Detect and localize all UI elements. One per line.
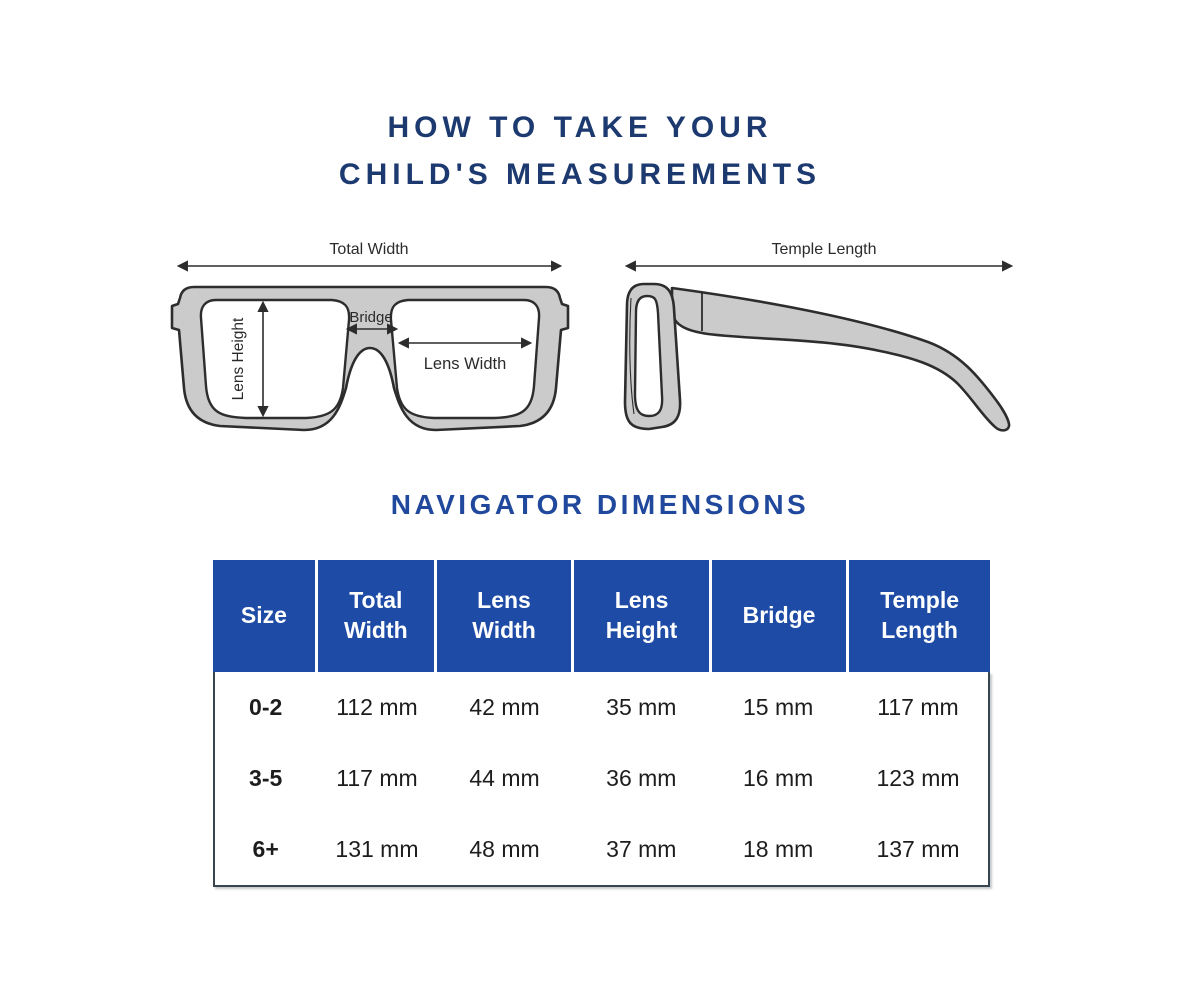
page-title: [0, 104, 1160, 198]
cell-lens-height: 35 mm: [606, 694, 677, 720]
table-row: [215, 672, 988, 743]
cell-lens-width: 44 mm: [469, 765, 540, 791]
cell-size: 6+: [252, 836, 279, 862]
cell-lens-width: 42 mm: [469, 694, 540, 720]
cell-size: 3-5: [249, 765, 283, 791]
side-glasses-diagram: [610, 238, 1030, 438]
header-cell-temple-length: Temple Length: [849, 560, 990, 672]
cell-temple-length: 137 mm: [876, 836, 960, 862]
cell-temple-length: 123 mm: [876, 765, 960, 791]
header-cell-lens-height: Lens Height: [574, 560, 712, 672]
page-title-line2: CHILD'S MEASUREMENTS: [338, 158, 822, 191]
bridge-label: Bridge: [349, 309, 393, 326]
cell-temple-length: 117 mm: [877, 694, 959, 720]
cell-total-width: 131 mm: [335, 836, 419, 862]
table-header-row: [213, 560, 990, 672]
left-lens: [201, 300, 349, 418]
cell-total-width: 112 mm: [336, 694, 418, 720]
page-title-line1: HOW TO TAKE YOUR: [387, 111, 773, 144]
cell-size: 0-2: [249, 694, 283, 720]
lens-width-label: Lens Width: [423, 355, 507, 373]
cell-total-width: 117 mm: [336, 765, 418, 791]
front-glasses-diagram: [170, 238, 570, 438]
table-row: [215, 814, 988, 885]
temple-arm: [672, 288, 1009, 430]
temple-length-label: Temple Length: [771, 241, 877, 258]
side-lens: [635, 296, 662, 416]
cell-lens-height: 36 mm: [606, 765, 677, 791]
header-cell-total-width: Total Width: [318, 560, 437, 672]
total-width-label: Total Width: [329, 241, 409, 258]
header-cell-lens-width: Lens Width: [437, 560, 575, 672]
dimensions-table: [213, 560, 990, 887]
cell-bridge: 16 mm: [742, 765, 814, 791]
header-cell-size: Size: [213, 560, 318, 672]
cell-bridge: 18 mm: [742, 836, 814, 862]
cell-bridge: 15 mm: [742, 694, 814, 720]
cell-lens-height: 37 mm: [606, 836, 677, 862]
lens-height-label: Lens Height: [230, 317, 247, 401]
cell-lens-width: 48 mm: [469, 836, 540, 862]
table-body: [213, 672, 990, 887]
table-row: [215, 743, 988, 814]
header-cell-bridge: Bridge: [712, 560, 850, 672]
section-title: NAVIGATOR DIMENSIONS: [390, 489, 810, 520]
